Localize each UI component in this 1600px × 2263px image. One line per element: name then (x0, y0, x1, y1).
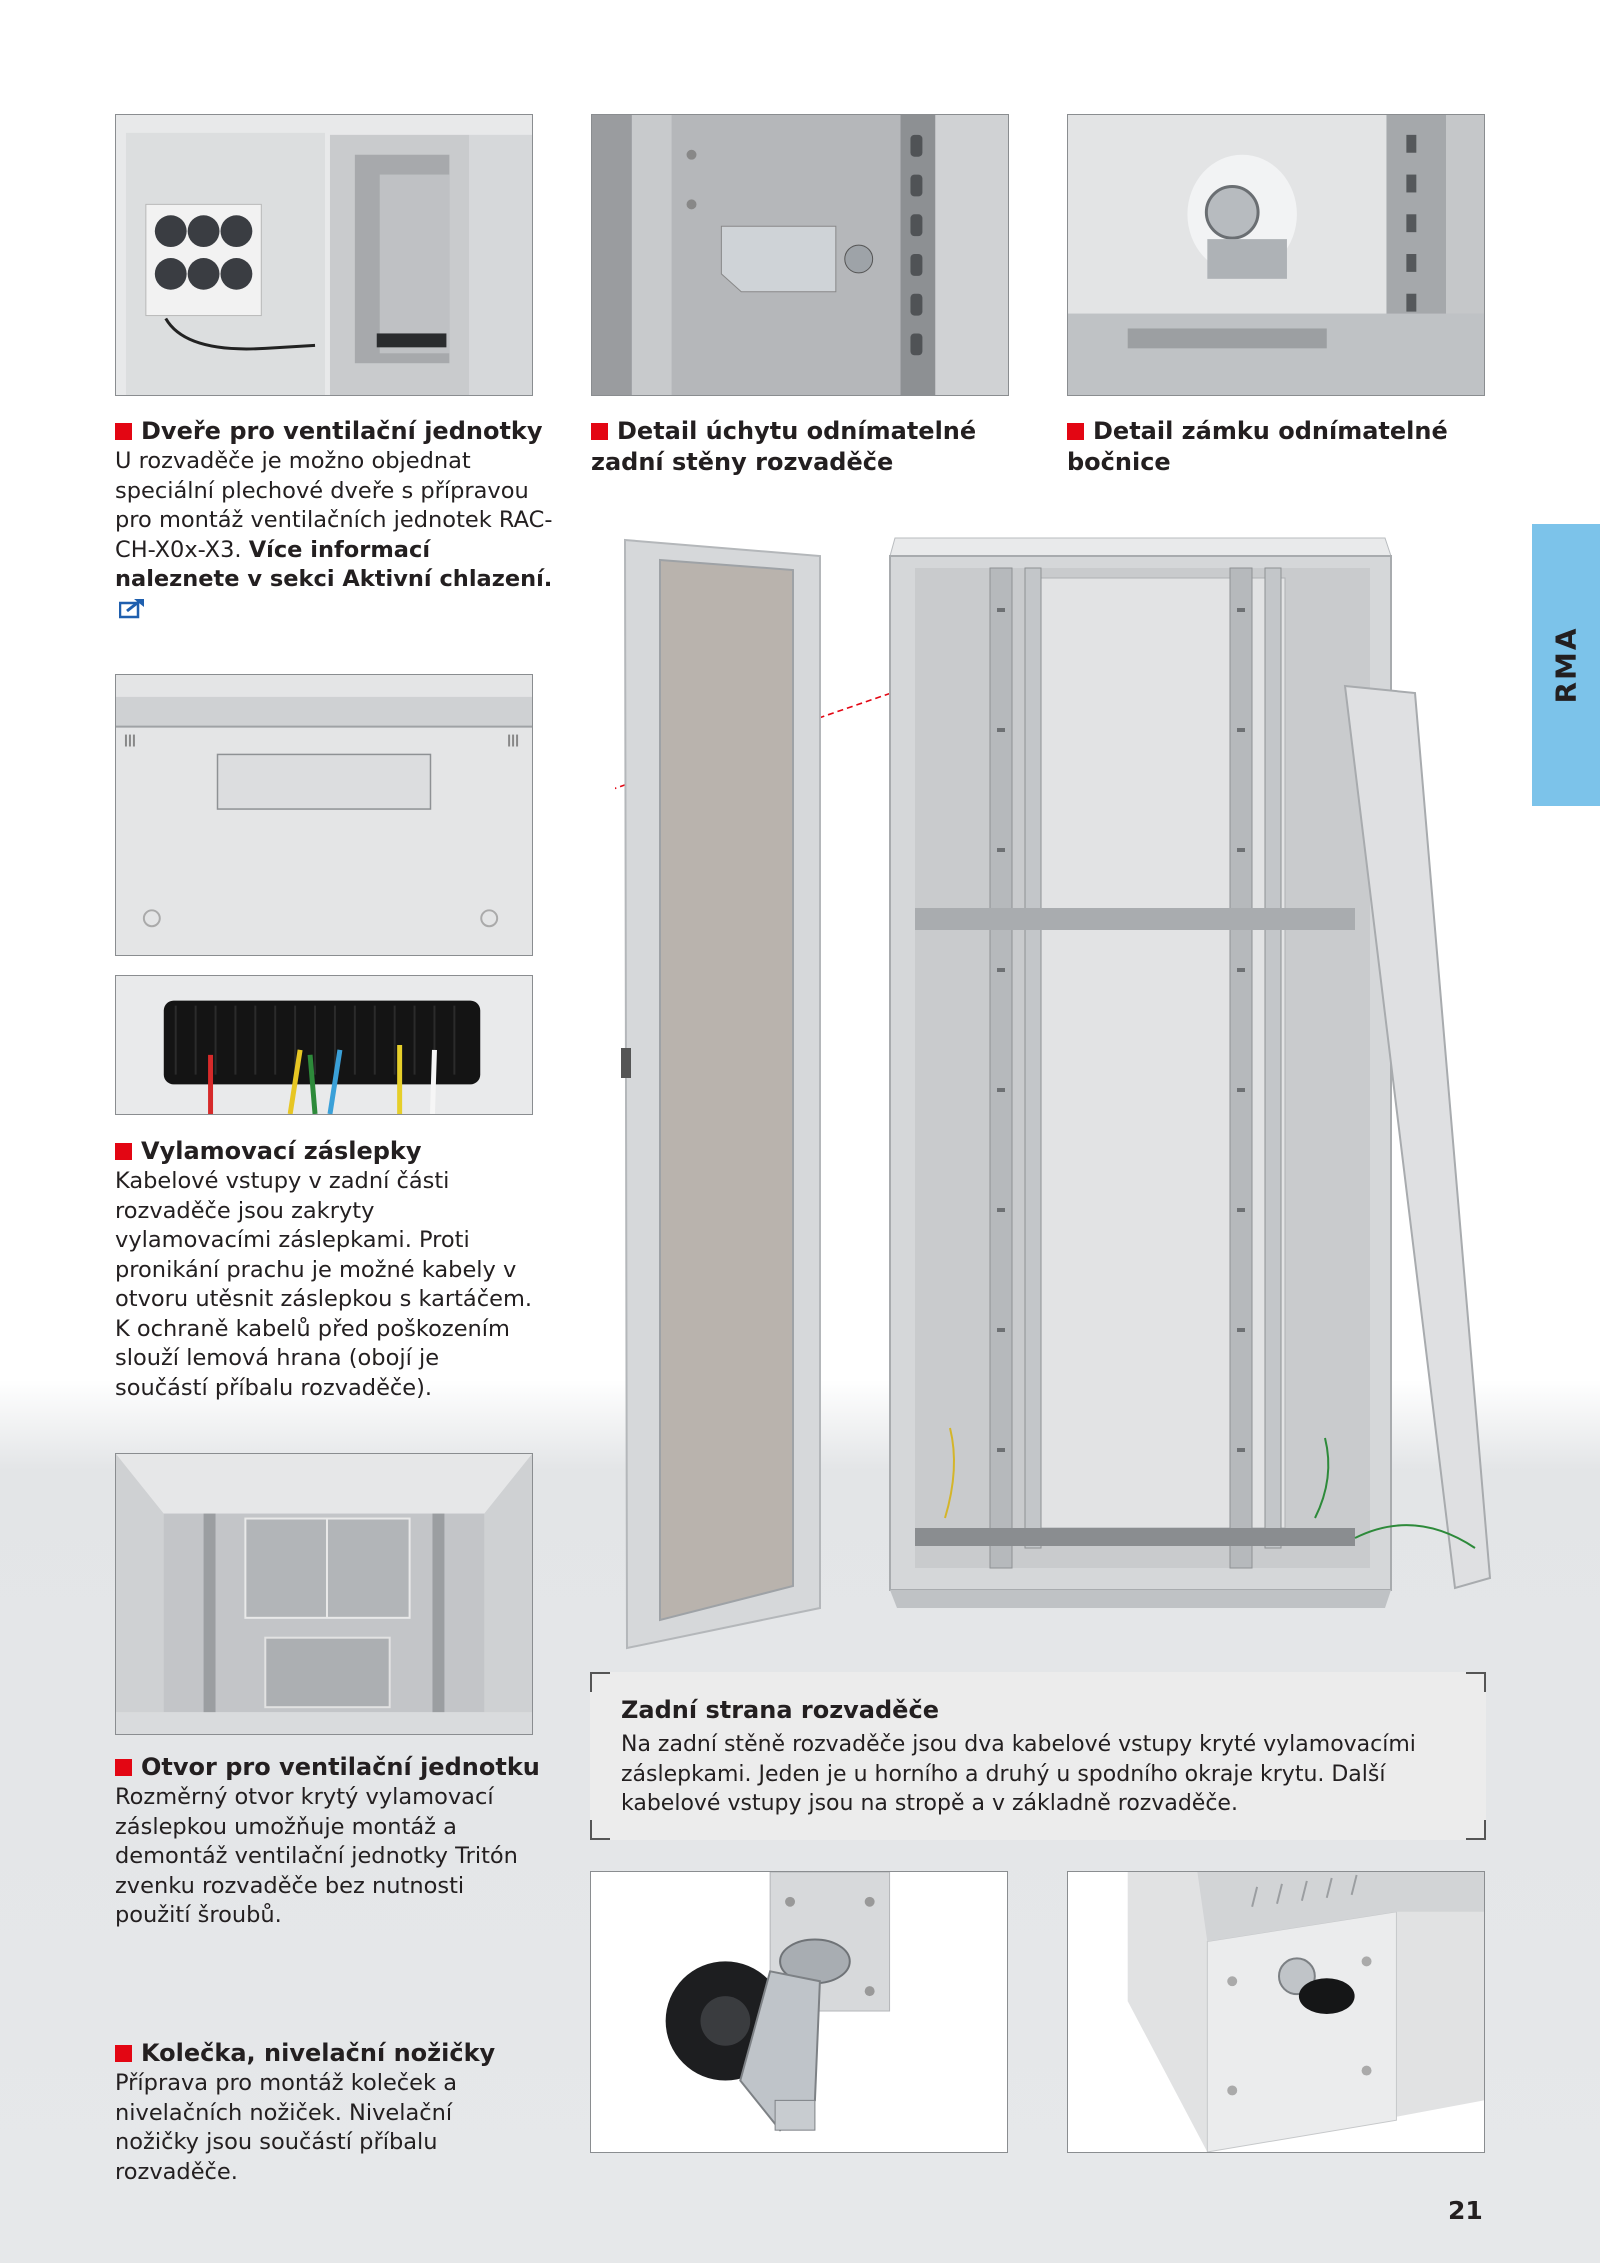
fan-door-photo (115, 114, 533, 396)
section-tab-label: RMA (1549, 626, 1583, 704)
callout-title: Zadní strana rozvaděče (621, 1696, 939, 1724)
rear-wall-clip-photo (591, 114, 1009, 396)
bullet-square-icon (115, 1143, 132, 1160)
section-tab[interactable] (1532, 524, 1600, 806)
ventilation-opening-photo (115, 1453, 533, 1735)
side-lock-title: Detail zámku odnímatelné bočnice (1067, 417, 1448, 476)
knockouts-caption (115, 1136, 535, 1403)
vent-opening-title: Otvor pro ventilační jednotku (141, 1753, 540, 1781)
rack-cabinet-illustration (615, 528, 1495, 1663)
casters-text: Příprava pro montáž koleček a nivelačních nožiček. Nivelační nožičky jsou součástí příbalu rozvaděče. (115, 2070, 457, 2185)
casters-title: Kolečka, nivelační nožičky (141, 2039, 496, 2067)
side-lock-caption (1067, 416, 1487, 478)
side-panel-lock-photo (1067, 114, 1485, 396)
rear-clip-title: Detail úchytu odnímatelné zadní stěny rozvaděče (591, 417, 977, 476)
bullet-square-icon (1067, 423, 1084, 440)
corner-mark (1466, 1672, 1486, 1692)
casters-caption (115, 2038, 525, 2187)
corner-mark (1466, 1820, 1486, 1840)
callout-text: Na zadní stěně rozvaděče jsou dva kabelové vstupy kryté vylamovacími záslepkami. Jeden je u horního a druhý u spodního okraje krytu. Další kabelové vstupy jsou na stropě a v základně rozvaděče. (621, 1732, 1416, 1816)
external-link-icon[interactable] (119, 597, 147, 619)
leveling-foot-photo (1067, 1871, 1485, 2153)
vent-opening-caption (115, 1752, 545, 1931)
fan-door-text: U rozvaděče je možno objednat speciální plechové dveře s přípravou pro montáž ventilačních jednotek RAC-CH-X0x-X3. (115, 448, 553, 563)
corner-mark (590, 1672, 610, 1692)
bullet-square-icon (115, 423, 132, 440)
fan-door-title: Dveře pro ventilační jednotky (141, 417, 543, 445)
vent-opening-text: Rozměrný otvor krytý vylamovací záslepkou umožňuje montáž a demontáž ventilační jednotky Tritón zvenku rozvaděče bez nutnosti použití šroubů. (115, 1784, 518, 1928)
fan-door-more-info: Více informací naleznete v sekci Aktivní chlazení. (115, 536, 553, 592)
caster-wheel-photo (590, 1871, 1008, 2153)
rear-side-callout (590, 1672, 1486, 1840)
bullet-square-icon (115, 1759, 132, 1776)
rear-clip-caption (591, 416, 1011, 478)
top-panel-photo (115, 674, 533, 956)
bullet-square-icon (115, 2045, 132, 2062)
knockouts-text: Kabelové vstupy v zadní části rozvaděče jsou zakryty vylamovacími záslepkami. Proti pronikání prachu je možné kabely v otvoru utěsnit záslepkou s kartáčem. K ochraně kabelů před poškozením slouží lemová hrana (obojí je součástí příbalu rozvaděče). (115, 1168, 533, 1401)
cable-brush-strip-photo (115, 975, 533, 1115)
corner-mark (590, 1820, 610, 1840)
fan-door-caption (115, 416, 555, 624)
bullet-square-icon (591, 423, 608, 440)
knockouts-title: Vylamovací záslepky (141, 1137, 422, 1165)
page-number: 21 (1448, 2196, 1483, 2225)
